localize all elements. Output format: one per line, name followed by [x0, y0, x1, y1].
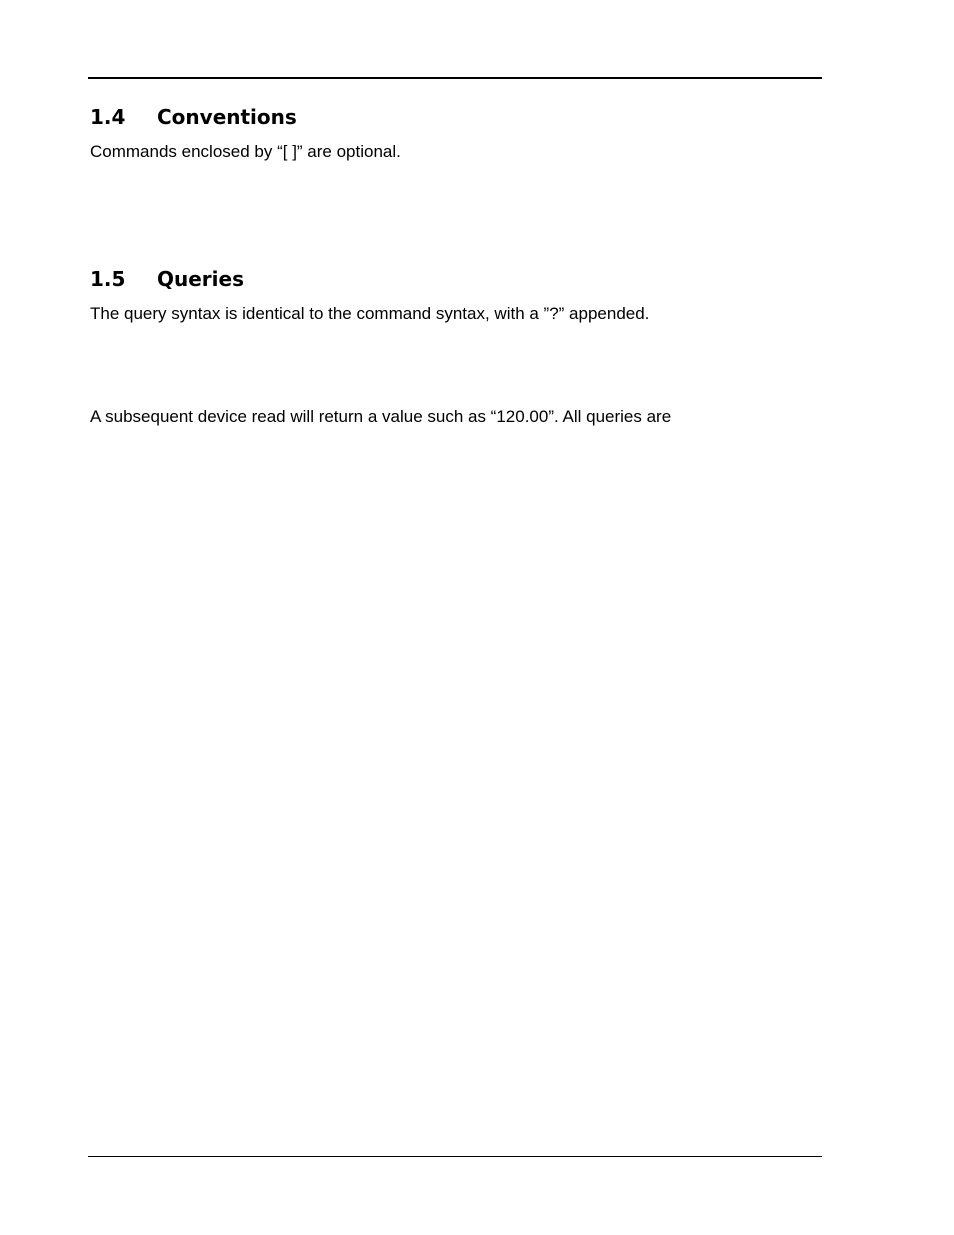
queries-paragraph-2: A subsequent device read will return a value such as “120.00”. All queries are [90, 407, 672, 426]
section-number: 1.5 [90, 267, 126, 291]
section-heading-queries [90, 267, 244, 291]
section-number: 1.4 [90, 105, 126, 129]
conventions-paragraph: Commands enclosed by “[ ]” are optional. [90, 142, 401, 161]
footer-rule [88, 1156, 822, 1157]
section-title: Queries [157, 267, 244, 291]
section-heading-conventions [90, 105, 297, 129]
header-rule [88, 77, 822, 79]
queries-paragraph: The query syntax is identical to the command syntax, with a ”?” appended. [90, 304, 650, 323]
section-title: Conventions [157, 105, 297, 129]
